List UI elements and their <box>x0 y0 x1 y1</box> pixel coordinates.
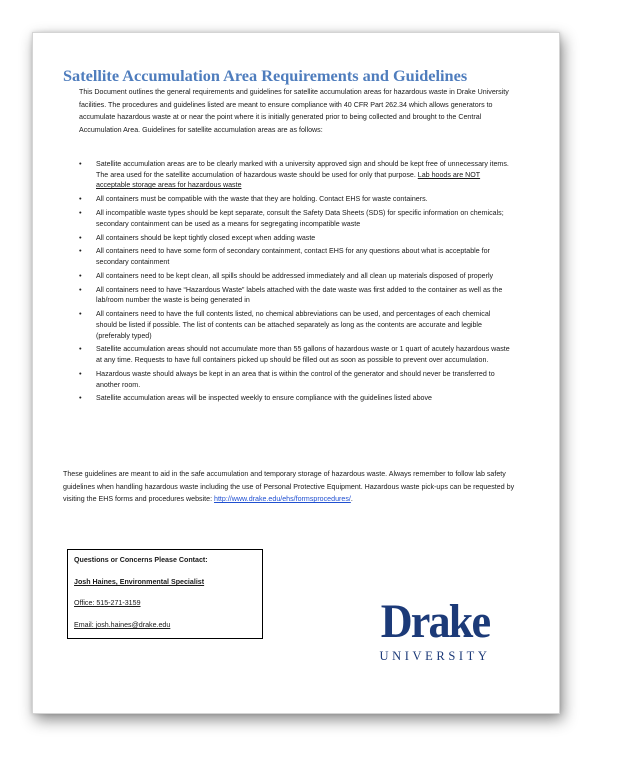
list-item: • Hazardous waste should always be kept in an area that is within the control of the generator and should never be transferred to another room. <box>79 369 513 390</box>
logo-wordmark: Drake <box>380 595 490 648</box>
list-item: • All containers need to have some form of secondary containment, contact EHS for any questions about what is acceptable for secondary containment <box>79 246 513 267</box>
logo-subtitle: UNIVERSITY <box>379 649 491 663</box>
contact-email: Email: josh.haines@drake.edu <box>74 621 171 629</box>
intro-paragraph: This Document outlines the general requirements and guidelines for satellite accumulation areas for hazardous waste in Drake University facilities. The procedures and guidelines listed are meant to ensure compliance with 40 CFR Part 262.34 which allows generators to accumulate hazardous waste at or near the point where it is initially generated prior to being collected and brought to the Central Accumulation Area. Guidelines for satellite accumulation areas are as follows: <box>79 88 509 134</box>
document-title: Satellite Accumulation Area Requirements and Guidelines <box>63 66 468 85</box>
list-item: • Satellite accumulation areas will be inspected weekly to ensure compliance with the guidelines listed above <box>79 393 513 404</box>
guidelines-list <box>79 159 513 407</box>
list-item: • Satellite accumulation areas are to be clearly marked with a university approved sign and should be kept free of unnecessary items. The area used for the satellite accumulation of hazardous waste should be used for only that purpose. Lab hoods are NOT acceptable storage areas for hazardous waste <box>79 159 513 191</box>
underlined-note: Lab hoods are NOT acceptable storage areas for hazardous waste <box>96 170 481 190</box>
list-item: • All containers need to have “Hazardous Waste” labels attached with the date waste was first added to the container as well as the lab/room number the waste is being generated in <box>79 285 513 306</box>
closing-paragraph: These guidelines are meant to aid in the safe accumulation and temporary storage of hazardous waste. Always remember to follow lab safety guidelines when handling hazardous waste including the use of Personal Protective Equipment. Hazardous waste pick-ups can be requested by visiting the EHS forms and procedures website: http://www.drake.edu/ehs/formsprocedures/. <box>63 470 515 504</box>
contact-office: Office: 515-271-3159 <box>74 599 141 607</box>
list-item: • All containers need to have the full contents listed, no chemical abbreviations can be used, and percentages of each chemical should be listed if possible. The list of contents can be attached separately as long as the contents are accurate and legible (preferably typed) <box>79 309 513 341</box>
list-item: • All containers must be compatible with the waste that they are holding. Contact EHS for waste containers. <box>79 194 513 205</box>
list-item: • Satellite accumulation areas should not accumulate more than 55 gallons of hazardous waste or 1 quart of acutely hazardous waste at any time. Requests to have full containers picked up should be filled out as soon as possible to prevent over accumulation. <box>79 344 513 365</box>
contact-box <box>67 549 263 639</box>
document-page <box>32 32 560 714</box>
list-item: • All containers need to be kept clean, all spills should be addressed immediately and all clean up materials disposed of properly <box>79 271 513 282</box>
drake-university-logo <box>365 597 505 677</box>
contact-name: Josh Haines, Environmental Specialist <box>74 578 205 586</box>
list-item: • All containers should be kept tightly closed except when adding waste <box>79 233 513 244</box>
ehs-forms-link[interactable]: http://www.drake.edu/ehs/formsprocedures/ <box>214 495 351 504</box>
list-item: • All incompatible waste types should be kept separate, consult the Safety Data Sheets (SDS) for specific information on chemicals; secondary containment can be used as a means for segregating incompatible waste <box>79 208 513 229</box>
contact-heading: Questions or Concerns Please Contact: <box>74 556 208 564</box>
